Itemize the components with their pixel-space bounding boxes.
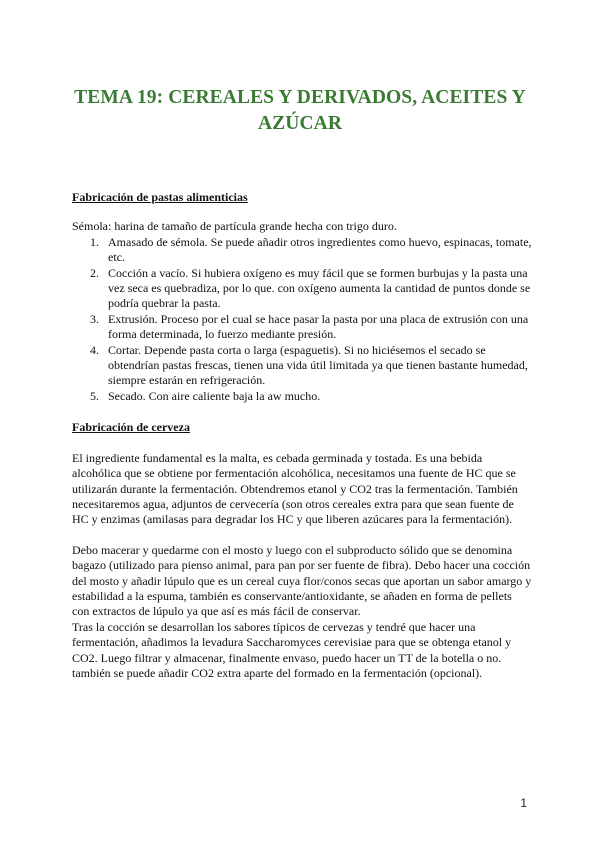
list-item [72, 235, 532, 266]
list-item-number: 2. [90, 265, 99, 280]
list-item-number: 5. [90, 388, 99, 403]
section-heading-pastas: Fabricación de pastas alimenticias [72, 190, 248, 204]
list-item-text: Cocción a vacío. Si hubiera oxígeno es muy fácil que se formen burbujas y la pasta una vez seca es quebradiza, por lo que. con oxígeno aumenta la cantidad de puntos donde se podría quebrar la pasta. [108, 265, 531, 311]
list-item-text: Amasado de sémola. Se puede añadir otros ingredientes como huevo, espinacas, tomate, etc. [108, 234, 532, 265]
section-heading-cerveza: Fabricación de cerveza [72, 420, 190, 435]
list-item [72, 389, 532, 404]
list-item-number: 4. [90, 342, 99, 357]
list-item [72, 343, 532, 389]
list-item [72, 312, 532, 343]
page-number: 1 [520, 796, 527, 810]
list-item-text: Secado. Con aire caliente baja la aw mucho. [108, 388, 321, 403]
list-item [72, 266, 532, 312]
document-title: TEMA 19: CEREALES Y DERIVADOS, ACEITES Y AZÚCAR [74, 87, 526, 135]
list-item-number: 1. [90, 234, 99, 249]
list-item-text: Extrusión. Proceso por el cual se hace pasar la pasta por una placa de extrusión con una forma determinada, lo fuerzo mediante presión. [108, 311, 529, 342]
pastas-intro: Sémola: harina de tamaño de partícula grande hecha con trigo duro. [72, 219, 397, 234]
cerveza-paragraph-1: El ingrediente fundamental es la malta, es cebada germinada y tostada. Es una bebida alcohólica que se obtiene por fermentación alcohólica, necesitamos una fuente de HC que se utilizarán durante la fermentación. Obtendremos etanol y CO2 tras la fermentación. También necesitaremos agua, adjuntos de cervecería (son otros cereales extra para que sean fuente de HC y enzimas (amilasas para degradar los HC y que liberen azúcares para la fermentación). [72, 450, 518, 527]
document-body [72, 190, 532, 681]
list-item-text: Cortar. Depende pasta corta o larga (espaguetis). Si no hiciésemos el secado se obtendrían pastas frescas, tienen una vida útil limitada ya que tienen bastante humedad, siempre estarán en refrigeración. [108, 342, 528, 388]
section-pastas [72, 190, 532, 404]
list-item-number: 3. [90, 311, 99, 326]
pastas-steps-list [72, 235, 532, 404]
section-cerveza [72, 420, 532, 681]
cerveza-paragraph-2: Debo macerar y quedarme con el mosto y luego con el subproducto sólido que se denomina bagazo (utilizado para pienso animal, para pan por ser fuente de fibra). Debo hacer una cocción del mosto y añadir lúpulo que es un cereal cuya flor/conos secas que aportan un sabor amargo y estabilidad a la espuma, también es conservante/antioxidante, se añaden en forma de pellets con extractos de lúpulo ya que así es más fácil de conservar. [72, 542, 532, 619]
cerveza-paragraph-3: Tras la cocción se desarrollan los sabores típicos de cervezas y tendré que hacer una fermentación, añadimos la levadura Saccharomyces cerevisiae para que se obtenga etanol y CO2. Luego filtrar y almacenar, finalmente envaso, puedo hacer un TT de la botella o no. también se puede añadir CO2 extra aparte del formado en la fermentación (opcional). [72, 619, 512, 680]
